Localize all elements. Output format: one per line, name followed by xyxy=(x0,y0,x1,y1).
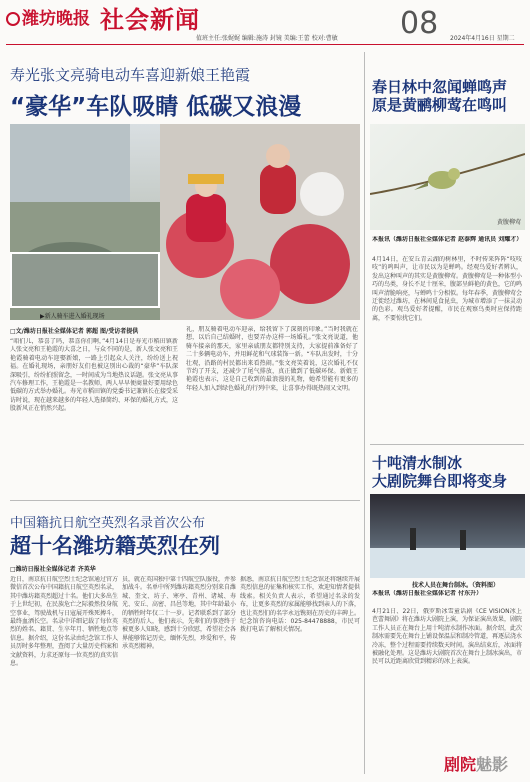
lead-kicker: 寿光张文亮骑电动车喜迎新娘王艳霞 xyxy=(10,66,251,84)
second-headline: 超十名潍坊籍英烈在列 xyxy=(10,534,220,558)
second-column-3: 据悉，南京抗日航空烈士纪念馆还将继续开展英烈信息的征集和核实工作，欢迎知情者提供线索。相关负责人表示，希望通过名录的发布，让更多英烈的家属能够找到亲人的下落，也让英烈们的名字永远镌刻在历史的丰碑上。纪念馆咨询电话：025-84478888，市民可拨打电话了解相关情况。 xyxy=(240,576,360,634)
second-kicker: 中国籍抗日航空英烈名录首次公布 xyxy=(10,516,206,531)
lead-column-2: 礼，朋友骑着电动车迎亲，给我留下了深刻的印象。”当时我就在想，以后自己结婚时，也要弄办这样一场婚礼。”张文亮说道，他骑车接亲的那天，家里亲戚朋友都特别支持，大家提前准备好了二十多辆电动车，并用鲜花和气球装饰一新。“车队出发时，十分壮观，沿路的村民都出来看热闹。”张文亮笑着说，这次婚礼不仅节约了开支，还减少了尾气排放，真正做到了低碳环保。新娘王艳霞也表示，这是自己收到的最浪漫的礼物，她希望能有更多的年轻人加入到绿色婚礼的行列中来，让喜事办得既热闹又文明。 xyxy=(186,326,358,392)
ice-byline: 本报讯（潍坊日报社全媒体记者 付东升） xyxy=(372,590,483,597)
paper-logo: 潍坊晚报 xyxy=(6,4,90,29)
column-separator xyxy=(364,52,365,774)
issue-date: 2024年4月16日 星期二 xyxy=(450,35,515,42)
bird-body: 4月14日，在安丘青云湖的树林里，不时传来阵阵“吱吱吱”的鸣叫声，让市民以为是蝉鸣。经观鸟爱好者辨认，发出这种叫声的其实是黄腹柳莺。黄腹柳莺是一种体型小巧的鸟类，身长不足十厘米，腹部呈鲜艳的黄色，它的鸣叫声清脆响亮，与蝉鸣十分相似。每年春季，黄腹柳莺会迁徙经过潍坊，在林间觅食昆虫，为城市增添了一抹灵动的色彩。观鸟爱好者提醒，市民在观察鸟类时应保持距离，不要惊扰它们。 xyxy=(372,256,522,322)
bird-headline: 春日林中忽闻蝉鸣声 原是黄鹂柳莺在鸣叫 xyxy=(372,78,508,114)
story-divider xyxy=(10,500,360,501)
caption-entrance: ▶新人骑车进入婚礼现场 xyxy=(40,313,105,320)
ice-photo xyxy=(370,494,525,578)
inset-photo xyxy=(10,252,160,308)
section-title: 社会新闻 xyxy=(100,5,200,34)
stage-illustration xyxy=(370,494,525,578)
page-number: 08 xyxy=(400,6,439,41)
logo-icon xyxy=(6,12,20,26)
masthead xyxy=(0,0,530,44)
right-divider xyxy=(370,444,524,445)
masthead-rule xyxy=(6,44,524,45)
second-column-2: 员，就在英国独中第十四航空队服役，并参加战斗。名单中所列潍坊籍英烈分别来自潍城、奎文、坊子、寒亭、青州、诸城、寿光、安丘、高密、昌邑等地，其中年龄最小的牺牲时年仅二十一岁。记者联系到了部分英烈的后人，他们表示，先辈们的事迹终于被更多人知晓，感到十分欣慰，希望社会各界能够铭记历史，缅怀先烈，珍爱和平，传承英烈精神。 xyxy=(122,576,236,651)
column-stamp: 剧院魅影 xyxy=(444,755,509,774)
bird-photo xyxy=(370,124,525,230)
ice-body: 4月21日、22日，俄罗斯冰雪童话剧《CE VISION冰上芭蕾舞剧》将在潍坊大剧院上演，为保证演出效果，剧院工作人员正在舞台上用十吨清水制作冰面。据介绍，此次制冰需要先在舞台上铺设保温层和制冷管道，再逐层浇水冷冻，整个过程需要持续数天时间。演出结束后，冰面将被融化处理。这是潍坊大剧院首次在舞台上制冰演出，市民可以近距离欣赏到精彩的冰上表演。 xyxy=(372,608,522,666)
editor-credits: 值班主任:张娓娓 编辑:施涛 封镜 美编:王蕾 校对:曹敏 xyxy=(196,35,338,42)
lead-byline: □文/潍坊日报社全媒体记者 郭超 图/受访者提供 xyxy=(10,328,139,335)
bird-caption: 黄腹柳莺 xyxy=(496,219,521,226)
ice-caption: 技术人员在舞台制冰。（资料图） xyxy=(412,582,500,589)
second-column-1: 近日，南京抗日航空烈士纪念馆通过官方微信首次公布中国籍抗日航空英烈名录，其中潍坊籍英烈超过十名。他们大多出生于上世纪初，在民族危亡之际毅然投身航空事业，驾驶战机与日寇展开殊死搏斗，最终血洒长空。名录中详细记载了每位英烈的姓名、籍贯、生卒年月、牺牲地点等信息。据介绍，这份名录由纪念馆工作人员历时多年整理，查阅了大量历史档案和文献资料，力求还原每一位英烈的真实信息。 xyxy=(10,576,118,668)
lead-headline: “豪华”车队吸睛 低碳又浪漫 xyxy=(10,94,302,120)
ice-headline: 十吨清水制冰 大剧院舞台即将变身 xyxy=(372,454,508,490)
bird-illustration xyxy=(370,124,525,230)
lead-column-1: “咱们儿，恭喜了吗，恭喜你们啊，”4月14日是寿光市稻田镇新人张文亮和王艳霞的大喜之日，与众不同的是，新人张文亮和王艳霞骑着电动车迎娶新娘，一路上引起众人关注，纷纷送上祝福。在婚礼现场，亲朋好友们也被这别出心裁的“豪华”车队深深吸引，纷纷拍照留念，一时间成为当地热议话题。张文亮从事汽车修理工作，王艳霞是一名教师，两人早早便商量好要用绿色低碳的方式举办婚礼。寿光市稻田镇的党委书记兼镇长在接受采访时说，现在越来越多的年轻人选择简约、环保的婚礼方式，这股新风正在悄然兴起。 xyxy=(10,338,178,413)
bird-byline: 本报讯（潍坊日报社全媒体记者 赵泰辉 通讯员 刘耀才） xyxy=(372,236,522,243)
second-byline: □潍坊日报社全媒体记者 齐英华 xyxy=(10,566,96,573)
